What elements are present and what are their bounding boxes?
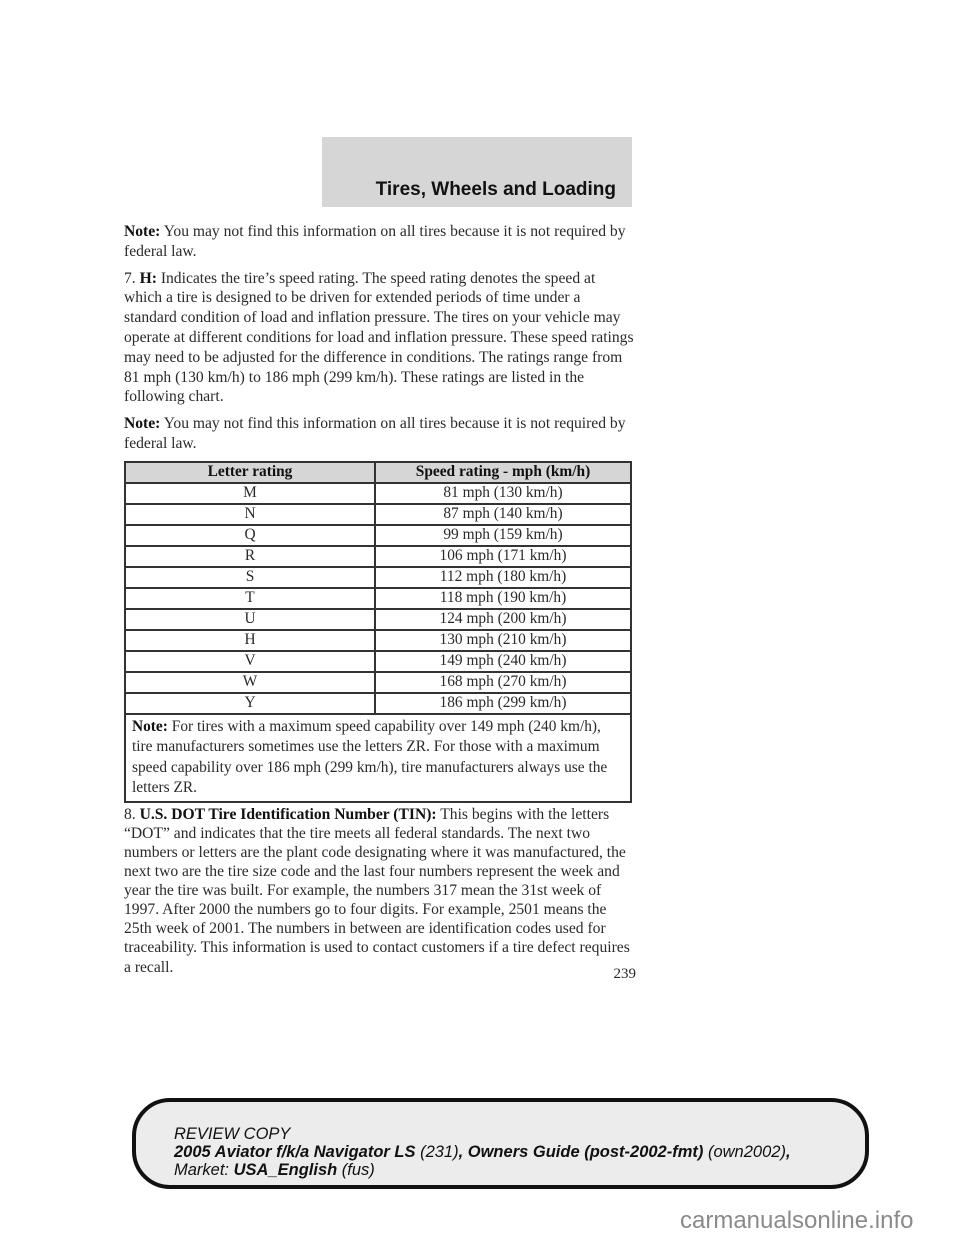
item-8-tin xyxy=(124,805,636,977)
guide-name: Owners Guide (post-2002-fmt) xyxy=(467,1143,704,1161)
market-code: (fus) xyxy=(337,1161,375,1179)
footer-model-line xyxy=(174,1143,791,1161)
speed-cell: 112 mph (180 km/h) xyxy=(375,567,631,588)
letter-cell: Q xyxy=(125,525,375,546)
speed-cell: 168 mph (270 km/h) xyxy=(375,672,631,693)
market-label: Market: xyxy=(174,1161,234,1179)
item-label: U.S. DOT Tire Identification Number (TIN): xyxy=(139,805,437,823)
note-paragraph xyxy=(124,414,636,454)
review-copy-footer xyxy=(132,1098,869,1189)
item-label: H: xyxy=(139,269,157,287)
market-name: USA_English xyxy=(233,1161,338,1179)
speed-cell: 124 mph (200 km/h) xyxy=(375,609,631,630)
letter-cell: T xyxy=(125,588,375,609)
speed-cell: 99 mph (159 km/h) xyxy=(375,525,631,546)
letter-cell: V xyxy=(125,651,375,672)
note-label: Note: xyxy=(124,415,161,433)
letter-cell: H xyxy=(125,630,375,651)
item-7-speed-rating xyxy=(124,269,636,408)
speed-cell: 106 mph (171 km/h) xyxy=(375,546,631,567)
page-number: 239 xyxy=(613,966,636,982)
model-name: 2005 Aviator f/k/a Navigator LS xyxy=(174,1143,416,1161)
table-row xyxy=(125,693,631,714)
guide-code: (own2002) xyxy=(703,1143,786,1161)
note-text: You may not find this information on all tires because it is not required by federal law. xyxy=(124,223,626,260)
item-number: 8. xyxy=(124,805,140,823)
table-note-row xyxy=(125,714,631,802)
item-text: Indicates the tire’s speed rating. The speed rating denotes the speed at which a tire is designed to be driven for extended periods of time under a standard condition of load and inflation pressure. The tires on your vehicle may operate at different conditions for load and inflation pressure. These speed ratings may need to be adjusted for the difference in conditions. The ratings range from 81 mph (130 km/h) to 186 mph (299 km/h). These ratings are listed in the following chart. xyxy=(124,269,634,406)
table-row xyxy=(125,630,631,651)
table-row xyxy=(125,525,631,546)
speed-cell: 118 mph (190 km/h) xyxy=(375,588,631,609)
table-row xyxy=(125,588,631,609)
section-header-band xyxy=(322,137,632,207)
review-copy-label: REVIEW COPY xyxy=(174,1125,291,1143)
table-row xyxy=(125,609,631,630)
model-code: (231) xyxy=(415,1143,459,1161)
table-row xyxy=(125,546,631,567)
letter-cell: R xyxy=(125,546,375,567)
letter-cell: S xyxy=(125,567,375,588)
letter-cell: M xyxy=(125,483,375,504)
table-row xyxy=(125,567,631,588)
speed-cell: 81 mph (130 km/h) xyxy=(375,483,631,504)
footer-market-line xyxy=(174,1161,791,1179)
separator: , xyxy=(785,1143,791,1161)
page-content xyxy=(124,222,636,984)
speed-cell: 87 mph (140 km/h) xyxy=(375,504,631,525)
table-header-row xyxy=(125,462,631,483)
note-label: Note: xyxy=(124,223,161,240)
table-row xyxy=(125,672,631,693)
item-text: This begins with the letters “DOT” and indicates that the tire meets all federal standards. The next two numbers or letters are the plant code designating where it was manufactured, the next two are the tire size code and the last four numbers represent the week and year the tire was built. For example, the numbers 317 mean the 31st week of 1997. After 2000 the numbers go to four digits. For example, 2501 means the 25th week of 2001. The numbers in between are identification codes used for traceability. This information is used to contact customers if a tire defect requires a recall. xyxy=(124,805,630,976)
table-row xyxy=(125,504,631,525)
table-note-cell xyxy=(125,714,631,802)
item-number: 7. xyxy=(124,269,140,287)
footer-text xyxy=(174,1125,791,1179)
note-paragraph xyxy=(124,222,636,262)
speed-rating-table xyxy=(124,461,632,803)
note-label: Note: xyxy=(132,717,168,735)
letter-cell: Y xyxy=(125,693,375,714)
note-text: You may not find this information on all tires because it is not required by federal law. xyxy=(124,415,626,452)
section-title: Tires, Wheels and Loading xyxy=(375,179,616,200)
speed-cell: 130 mph (210 km/h) xyxy=(375,630,631,651)
column-header-speed-rating: Speed rating - mph (km/h) xyxy=(375,462,631,483)
letter-cell: U xyxy=(125,609,375,630)
table-row xyxy=(125,651,631,672)
note-text: For tires with a maximum speed capability over 149 mph (240 km/h), tire manufacturers sometimes use the letters ZR. For those with a maximum speed capability over 186 mph (299 km/h), tire manufacturers always use the letters ZR. xyxy=(132,717,608,797)
letter-cell: N xyxy=(125,504,375,525)
watermark: carmanualsonline.info xyxy=(680,1207,914,1234)
table-row xyxy=(125,483,631,504)
speed-cell: 186 mph (299 km/h) xyxy=(375,693,631,714)
letter-cell: W xyxy=(125,672,375,693)
speed-cell: 149 mph (240 km/h) xyxy=(375,651,631,672)
column-header-letter-rating: Letter rating xyxy=(125,462,375,483)
separator: , xyxy=(458,1143,468,1161)
